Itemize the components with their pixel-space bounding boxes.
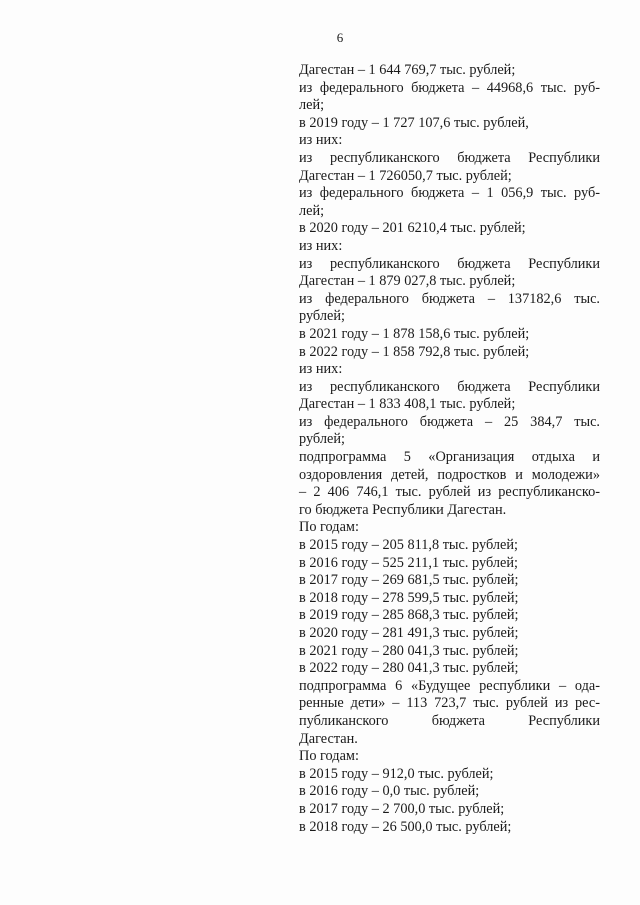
text-line: из республиканского бюджета Республики	[299, 255, 600, 272]
text-line: ренные дети» – 113 723,7 тыс. рублей из рес-	[299, 695, 600, 712]
text-line: Дагестан – 1 726050,7 тыс. рублей;	[299, 167, 512, 184]
text-line: в 2019 году – 285 868,3 тыс. рублей;	[299, 607, 519, 624]
text-line: лей;	[299, 202, 325, 219]
text-line: из республиканского бюджета Республики	[299, 378, 600, 395]
text-line: в 2021 году – 1 878 158,6 тыс. рублей;	[299, 325, 530, 342]
text-line: подпрограмма 6 «Будущее республики – ода-	[299, 677, 600, 694]
text-line: в 2022 году – 1 858 792,8 тыс. рублей;	[299, 343, 530, 360]
text-line: в 2021 году – 280 041,3 тыс. рублей;	[299, 642, 519, 659]
text-line: в 2015 году – 912,0 тыс. рублей;	[299, 765, 494, 782]
text-line: из них:	[299, 361, 343, 378]
text-line: публиканского бюджета Республики	[299, 712, 600, 729]
text-line: из федерального бюджета – 1 056,9 тыс. руб-	[299, 185, 600, 202]
text-line: из них:	[299, 237, 343, 254]
text-line: Дагестан – 1 879 027,8 тыс. рублей;	[299, 273, 516, 290]
text-line: рублей;	[299, 308, 345, 325]
text-line: в 2018 году – 278 599,5 тыс. рублей;	[299, 589, 519, 606]
text-line: в 2016 году – 0,0 тыс. рублей;	[299, 783, 480, 800]
text-line: – 2 406 746,1 тыс. рублей из республиканско-	[299, 484, 600, 501]
text-line: Дагестан – 1 833 408,1 тыс. рублей;	[299, 396, 516, 413]
text-line: По годам:	[299, 519, 359, 536]
text-line: в 2022 году – 280 041,3 тыс. рублей;	[299, 660, 519, 677]
text-line: лей;	[299, 97, 325, 114]
text-line: в 2016 году – 525 211,1 тыс. рублей;	[299, 554, 518, 571]
text-line: из них:	[299, 132, 343, 149]
text-line: оздоровления детей, подростков и молодежи»	[299, 466, 600, 483]
text-line: рублей;	[299, 431, 345, 448]
text-line: в 2017 году – 269 681,5 тыс. рублей;	[299, 572, 519, 589]
page-number: 6	[336, 30, 344, 45]
text-line: в 2018 году – 26 500,0 тыс. рублей;	[299, 818, 512, 835]
text-line: в 2019 году – 1 727 107,6 тыс. рублей,	[299, 114, 529, 131]
text-line: По годам:	[299, 748, 359, 765]
text-line: из федерального бюджета – 137182,6 тыс.	[299, 290, 600, 307]
document-body	[299, 62, 600, 836]
text-line: из федерального бюджета – 25 384,7 тыс.	[299, 413, 600, 430]
text-line: го бюджета Республики Дагестан.	[299, 501, 507, 518]
text-line: в 2015 году – 205 811,8 тыс. рублей;	[299, 537, 518, 554]
text-line: Дагестан – 1 644 769,7 тыс. рублей;	[299, 62, 516, 78]
text-line: из республиканского бюджета Республики	[299, 149, 600, 166]
text-line: из федерального бюджета – 44968,6 тыс. руб-	[299, 79, 600, 96]
text-line: Дагестан.	[299, 730, 358, 747]
text-line: в 2020 году – 201 6210,4 тыс. рублей;	[299, 220, 526, 237]
text-line: в 2017 году – 2 700,0 тыс. рублей;	[299, 800, 505, 817]
text-line: подпрограмма 5 «Организация отдыха и	[299, 449, 600, 466]
text-line: в 2020 году – 281 491,3 тыс. рублей;	[299, 625, 519, 641]
